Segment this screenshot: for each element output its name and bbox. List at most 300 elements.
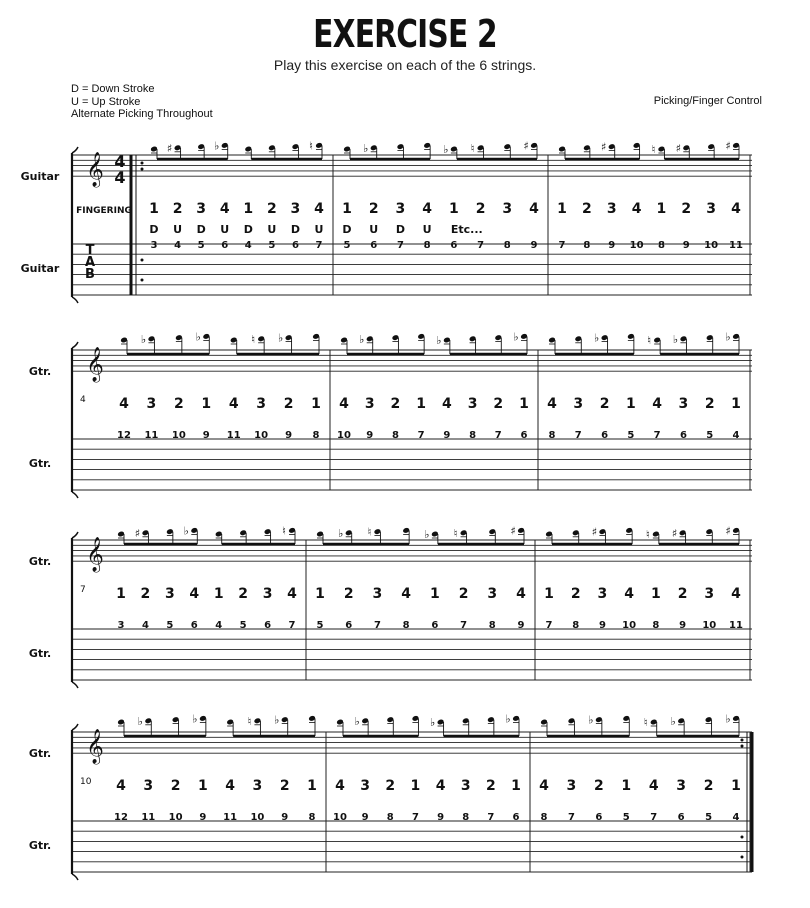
accidental: ♮ [282,524,286,538]
tab-letter: T [85,243,95,258]
finger-number: 1 [243,201,254,217]
tab-fret-number: 6 [370,240,378,251]
system-3 [29,524,752,688]
repeat-dot [741,739,744,742]
finger-number: 2 [677,586,688,602]
tab-fret-number: 10 [168,812,183,823]
tab-fret-number: 7 [545,620,553,631]
finger-number: 3 [678,396,689,412]
accidental: ♯ [671,526,678,540]
finger-number: 4 [441,396,452,412]
measure-2 [333,712,521,823]
finger-number: 3 [502,201,513,217]
tab-fret-number: 5 [268,240,276,251]
accidental: ♭ [588,713,594,727]
finger-number: 4 [539,778,549,794]
accidental: ♭ [670,714,676,728]
tab-fret-number: 10 [337,430,351,441]
repeat-dot [141,162,144,165]
tab-fret-number: 6 [679,430,687,441]
tab-fret-number: 9 [517,620,525,631]
tab-fret-number: 6 [221,240,229,251]
tab-fret-number: 9 [202,430,210,441]
tab-fret-number: 4 [732,812,740,823]
accidental: ♭ [436,334,442,347]
tab-fret-number: 9 [530,240,538,251]
tab-fret-number: 7 [574,430,582,441]
tab-fret-number: 10 [704,240,719,251]
accidental: ♮ [470,141,475,155]
finger-number: 1 [731,778,741,794]
tab-fret-number: 7 [396,240,404,251]
tab-fret-number: 7 [411,812,419,823]
finger-number: 3 [252,778,263,794]
tab-fret-number: 8 [402,620,410,631]
accidental: ♮ [651,143,656,156]
finger-number: 3 [606,201,617,217]
tab-fret-number: 8 [312,430,320,441]
tab-fret-number: 9 [285,430,293,441]
stroke-indicator: U [173,223,183,236]
tab-fret-number: 11 [226,430,241,441]
accidental: ♯ [675,141,681,155]
tab-fret-number: 12 [117,430,131,441]
tab-fret-number: 6 [601,430,609,441]
tab-label: Gtr. [28,647,52,660]
finger-number: 4 [335,778,345,794]
repeat-dot [741,856,744,859]
tab-fret-number: 9 [366,430,374,441]
finger-number: 4 [225,778,236,794]
tab-label: Gtr. [28,457,52,470]
tab-fret-number: 9 [443,430,451,441]
accidental: ♭ [354,714,360,728]
measure-3 [557,139,743,251]
finger-number: 3 [290,201,301,217]
finger-number: 2 [599,396,610,412]
finger-number: 4 [119,396,129,412]
tab-fret-number: 6 [264,620,272,631]
tab-fret-number: 9 [437,812,445,823]
finger-number: 4 [401,586,412,602]
tab-fret-number: 6 [450,240,458,251]
accidental: ♭ [672,332,679,346]
tab-fret-number: 6 [595,812,603,823]
tab-fret-number: 7 [288,620,296,631]
tab-fret-number: 10 [333,812,347,823]
tab-fret-number: 6 [345,620,353,631]
accidental: ♯ [601,140,607,154]
finger-number: 4 [314,201,324,217]
tab-letter: A [84,255,96,270]
legend-up-stroke: U = Up Stroke [71,95,141,108]
accidental: ♯ [725,524,731,538]
finger-number: 3 [143,778,154,794]
finger-number: 2 [170,778,181,794]
finger-number: 1 [557,201,567,217]
measure-1 [149,139,324,251]
finger-number: 2 [279,778,290,794]
finger-number: 2 [704,396,715,412]
finger-number: 1 [544,586,554,602]
finger-number: 3 [460,778,471,794]
finger-number: 3 [676,778,687,794]
tab-fret-number: 12 [114,812,128,823]
tab-fret-number: 10 [702,620,717,631]
tab-fret-number: 4 [215,620,223,631]
measure-2 [337,330,529,441]
finger-number: 2 [703,778,714,794]
system-2 [29,330,752,498]
accidental: ♭ [277,331,284,345]
tab-fret-number: 10 [171,430,186,441]
accidental: ♯ [134,526,141,540]
tab-fret-number: 8 [572,620,580,631]
tab-fret-number: 11 [223,812,238,823]
tab-fret-number: 10 [622,620,637,631]
finger-number: 4 [652,396,663,412]
stroke-indicator: D [196,223,206,236]
tab-fret-number: 4 [732,430,740,441]
finger-number: 1 [416,396,427,412]
finger-number: 1 [519,396,529,412]
finger-number: 2 [343,586,354,602]
tab-fret-number: 4 [244,240,252,251]
accidental: ♯ [523,139,529,153]
tab-fret-number: 8 [503,240,511,251]
stroke-indicator: D [149,223,159,236]
stroke-indicator: D [342,223,352,236]
tab-fret-number: 8 [583,240,591,251]
repeat-dot [741,745,744,748]
accidental: ♮ [367,525,372,539]
tab-fret-number: 4 [141,620,149,631]
tab-fret-number: 8 [391,430,399,441]
stroke-indicator: D [243,223,253,236]
finger-number: 1 [429,586,440,602]
tab-fret-number: 7 [417,430,425,441]
tab-fret-number: 8 [657,240,665,251]
measure-number: 7 [80,585,86,595]
finger-number: 2 [485,778,496,794]
bracket-bottom [72,682,78,688]
stroke-indicator: U [369,223,379,236]
staff-label: Gtr. [28,365,52,378]
finger-number: 1 [197,778,208,794]
accidental: ♭ [137,714,143,728]
finger-number: 3 [146,396,157,412]
accidental: ♭ [424,528,430,541]
bracket-bottom [72,492,78,498]
finger-number: 1 [315,586,325,602]
finger-number: 3 [573,396,584,412]
tab-fret-number: 8 [423,240,431,251]
tab-fret-number: 10 [629,240,644,251]
repeat-dot [141,279,144,282]
legend-down-stroke: D = Down Stroke [71,83,155,95]
tab-fret-number: 8 [308,812,316,823]
tab-fret-number: 9 [361,812,369,823]
tab-fret-number: 9 [281,812,289,823]
stroke-indicator: U [422,223,432,236]
accidental: ♭ [195,330,201,344]
finger-number: 3 [164,586,175,602]
bracket-top [72,342,78,348]
accidental: ♭ [192,712,198,726]
finger-number: 4 [339,396,349,412]
tab-fret-number: 7 [315,240,323,251]
treble-clef-icon: 𝄞 [86,152,104,187]
finger-number: 3 [566,778,577,794]
accidental: ♮ [645,528,650,541]
fingering-label: FINGERING [76,206,132,216]
tab-fret-number: 5 [166,620,174,631]
stroke-indicator: U [267,223,277,236]
finger-number: 4 [731,201,741,217]
tab-fret-number: 11 [144,430,159,441]
finger-number: 1 [201,396,212,412]
finger-number: 2 [458,586,469,602]
finger-number: 3 [360,778,371,794]
bracket-bottom [72,297,78,303]
measure-3 [547,330,741,441]
finger-number: 3 [364,396,375,412]
staff-label: Gtr. [28,555,52,568]
tab-fret-number: 7 [650,812,658,823]
tab-fret-number: 5 [706,430,714,441]
finger-number: 4 [116,778,126,794]
tab-fret-number: 8 [652,620,660,631]
accidental: ♭ [505,712,511,726]
finger-number: 2 [493,396,504,412]
tab-fret-number: 4 [174,240,182,251]
tab-fret-number: 7 [494,430,502,441]
bracket-bottom [72,874,78,880]
tab-fret-number: 6 [291,240,299,251]
repeat-dot [141,168,144,171]
stroke-indicator: D [290,223,300,236]
finger-number: 2 [570,586,581,602]
finger-number: 3 [262,586,273,602]
accidental: ♭ [443,143,449,156]
accidental: ♭ [140,332,147,346]
tab-fret-number: 10 [254,430,269,441]
accidental: ♭ [363,141,369,155]
tab-fret-number: 11 [141,812,156,823]
tab-fret-number: 9 [199,812,207,823]
bracket-top [72,147,78,153]
tab-fret-number: 5 [705,812,713,823]
finger-number: 2 [172,201,183,217]
tab-label: Guitar [20,262,60,275]
tab-fret-number: 5 [627,430,635,441]
tab-fret-number: 8 [386,812,394,823]
finger-number: 1 [311,396,321,412]
tab-fret-number: 8 [540,812,548,823]
accidental: ♭ [338,526,344,540]
finger-number: 4 [516,586,526,602]
repeat-dot [741,836,744,839]
finger-number: 3 [597,586,608,602]
accidental: ♭ [725,330,731,344]
measure-2 [342,139,539,251]
finger-number: 4 [228,396,239,412]
accidental: ♮ [251,332,256,346]
finger-number: 3 [395,201,406,217]
stroke-indicator: U [220,223,230,236]
exercise-subtitle: Play this exercise on each of the 6 strings. [273,57,537,73]
finger-number: 1 [625,396,636,412]
stroke-indicator: Etc... [450,223,483,236]
accidental: ♭ [183,524,189,538]
finger-number: 2 [238,586,249,602]
finger-number: 2 [390,396,401,412]
time-signature-bottom: 4 [114,168,126,187]
finger-number: 4 [219,201,230,217]
accidental: ♭ [725,712,731,726]
measure-3 [539,712,741,823]
bracket-top [72,724,78,730]
tab-fret-number: 9 [682,240,690,251]
tab-fret-number: 10 [250,812,265,823]
accidental: ♮ [453,526,458,540]
accidental: ♭ [429,716,436,729]
tab-fret-number: 9 [608,240,616,251]
tab-fret-number: 8 [462,812,470,823]
accidental: ♮ [647,334,652,347]
accidental: ♭ [214,139,220,153]
treble-clef-icon: 𝄞 [86,347,104,382]
tab-fret-number: 11 [729,620,743,631]
tab-fret-number: 7 [477,240,485,251]
finger-number: 4 [631,201,642,217]
tab-fret-number: 6 [431,620,439,631]
tab-fret-number: 6 [677,812,685,823]
tab-fret-number: 8 [469,430,477,441]
measure-1 [114,712,317,823]
finger-number: 2 [266,201,277,217]
accidental: ♯ [166,141,173,155]
measure-number: 10 [80,777,92,787]
accidental: ♭ [513,330,519,344]
finger-number: 1 [149,201,159,217]
accidental: ♭ [274,713,280,727]
finger-number: 1 [656,201,667,217]
finger-number: 1 [307,778,317,794]
system-4 [29,712,752,880]
finger-number: 2 [593,778,604,794]
finger-number: 2 [173,396,184,412]
finger-number: 1 [116,586,126,602]
finger-number: 2 [385,778,396,794]
tab-fret-number: 3 [117,620,125,631]
accidental: ♮ [309,139,313,153]
finger-number: 2 [475,201,486,217]
exercise-title: EXERCISE 2 [313,12,497,56]
finger-number: 3 [487,586,498,602]
finger-number: 4 [624,586,635,602]
accidental: ♭ [593,331,600,345]
finger-number: 4 [547,396,557,412]
finger-number: 1 [511,778,521,794]
finger-number: 1 [448,201,459,217]
finger-number: 1 [650,586,661,602]
tab-fret-number: 5 [316,620,324,631]
measure-number: 4 [80,395,86,405]
finger-number: 4 [422,201,433,217]
repeat-dot [141,259,144,262]
finger-number: 1 [213,586,224,602]
stroke-indicator: U [314,223,324,236]
stroke-indicator: D [395,223,405,236]
staff-label: Guitar [20,170,60,183]
finger-number: 2 [368,201,379,217]
finger-number: 1 [342,201,352,217]
tab-fret-number: 3 [150,240,158,251]
tab-fret-number: 5 [622,812,630,823]
finger-number: 3 [256,396,267,412]
accidental: ♮ [643,716,648,729]
tab-fret-number: 11 [729,240,743,251]
tab-fret-number: 7 [653,430,661,441]
accidental: ♯ [591,525,598,539]
finger-number: 4 [189,586,200,602]
finger-number: 2 [581,201,592,217]
tab-fret-number: 8 [488,620,496,631]
bracket-top [72,532,78,538]
finger-number: 1 [731,396,741,412]
tab-fret-number: 5 [239,620,247,631]
finger-number: 1 [410,778,421,794]
time-signature-top: 4 [114,152,126,171]
system-1 [21,139,752,303]
tab-fret-number: 8 [548,430,556,441]
finger-number: 4 [648,778,659,794]
finger-number: 2 [140,586,151,602]
finger-number: 4 [529,201,539,217]
accidental: ♯ [725,139,731,153]
accidental: ♭ [359,332,365,346]
tab-fret-number: 7 [558,240,566,251]
tab-fret-number: 9 [598,620,606,631]
measure-1 [117,330,321,441]
tab-fret-number: 6 [190,620,198,631]
finger-number: 3 [706,201,717,217]
finger-number: 2 [681,201,692,217]
technique-label: Picking/Finger Control [653,95,762,107]
finger-number: 1 [621,778,632,794]
tab-fret-number: 6 [520,430,528,441]
tab-fret-number: 7 [460,620,468,631]
tab-fret-number: 9 [679,620,687,631]
staff-label: Gtr. [28,747,52,760]
finger-number: 3 [467,396,478,412]
finger-number: 3 [704,586,715,602]
tab-fret-number: 5 [343,240,351,251]
tab-fret-number: 6 [512,812,520,823]
tab-letter: B [85,267,95,282]
tab-fret-number: 7 [487,812,495,823]
finger-number: 2 [283,396,294,412]
tab-fret-number: 7 [567,812,575,823]
finger-number: 4 [435,778,446,794]
tab-fret-number: 5 [197,240,205,251]
legend-alternate-picking: Alternate Picking Throughout [71,108,213,121]
tab-fret-number: 7 [373,620,381,631]
finger-number: 3 [372,586,383,602]
finger-number: 3 [196,201,207,217]
accidental: ♮ [247,714,252,728]
